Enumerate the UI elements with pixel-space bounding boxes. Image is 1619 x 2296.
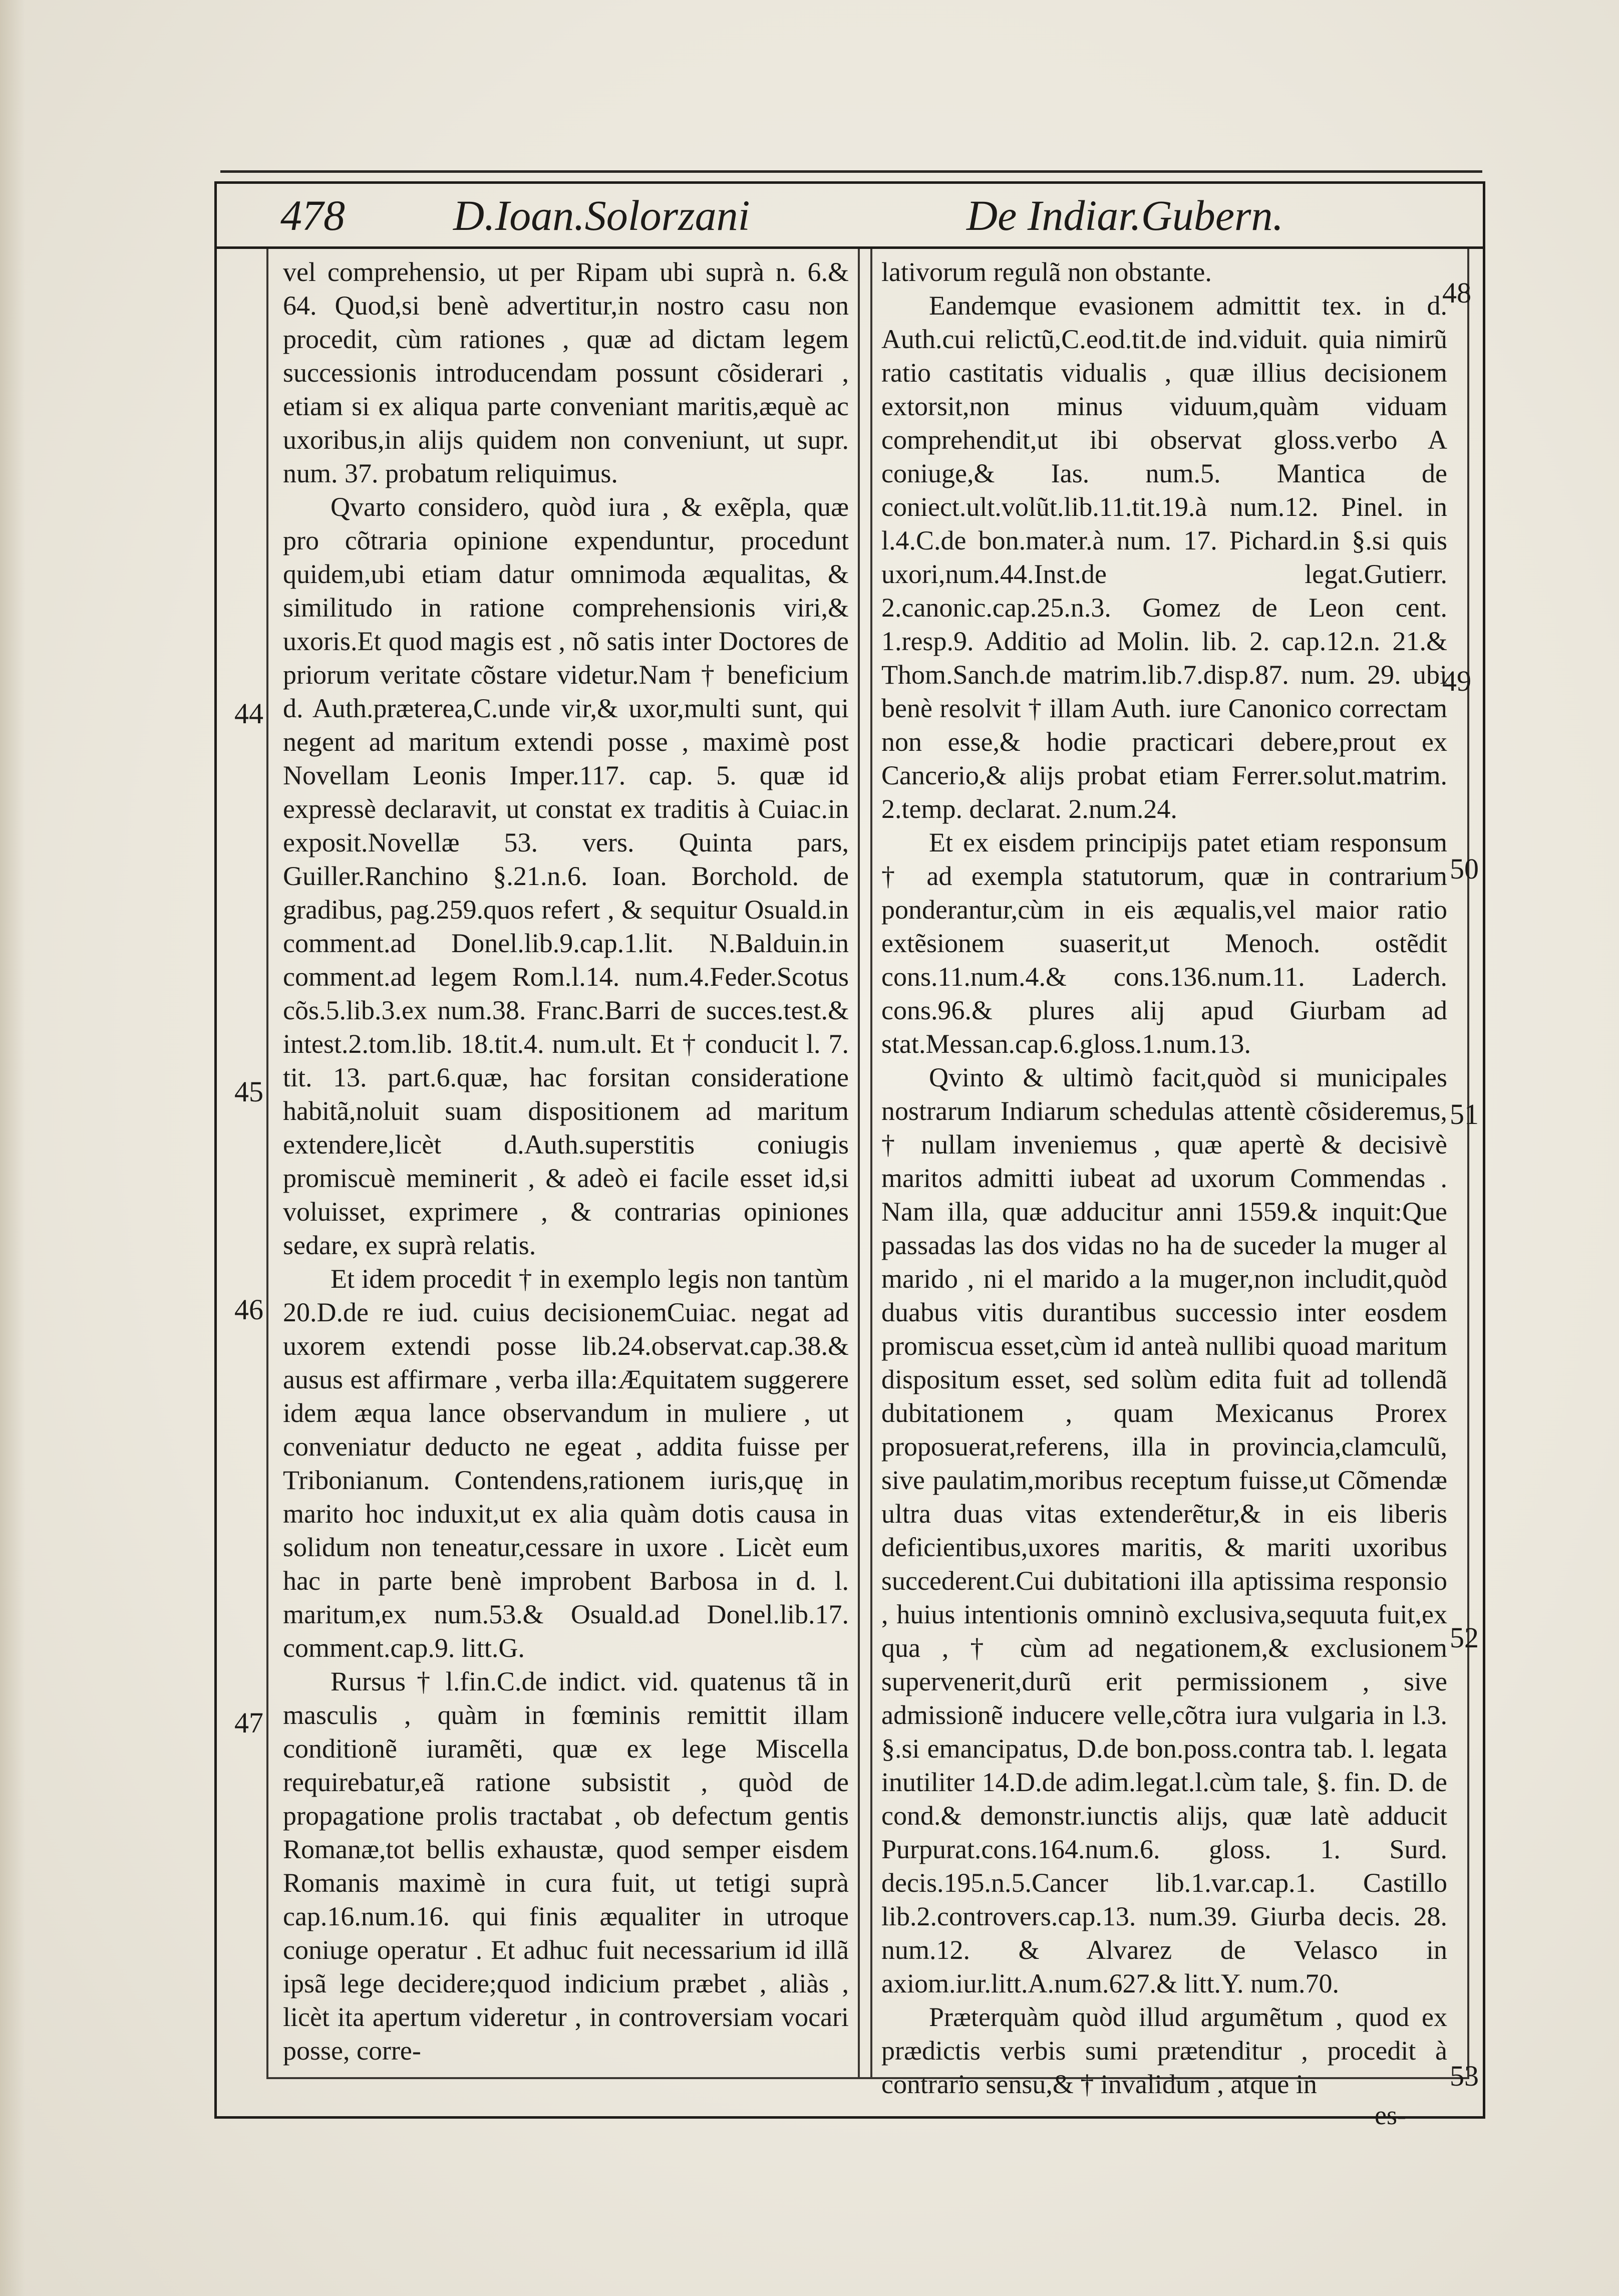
paragraph: Rursus † l.fin.C.de indict. vid. quatenus tã in masculis , quàm in fœminis remittit illam conditionẽ iuramẽti, quæ ex lege Miscella requirebatur,eã ratione subsistit , quòd de propagatione prolis tractabat , ob defectum gentis Romanæ,tot bellis exhaustæ, quod semper eisdem Romanis maximè in cura fuit, ut tetigi suprà cap.16.num.16. qui finis æqualiter in utroque coniuge operatur . Et adhuc fuit necessarium id illã ipsã lege decidere;quod indicium præbet , aliàs , licèt ita apertum videretur , in controversiam vocari posse, corre-: [283, 1666, 849, 2066]
paragraph: lativorum regulã non obstante.: [881, 257, 1212, 287]
margin-number-45: 45: [234, 1075, 263, 1108]
margin-number-47: 47: [234, 1706, 263, 1739]
margin-number-46: 46: [234, 1293, 263, 1326]
header-rule: [214, 246, 1485, 249]
right-column: [881, 255, 1447, 2099]
paragraph: Et idem procedit † in exemplo legis non tantùm 20.D.de re iud. cuius decisionemCuiac. negat ad uxorem extendi posse lib.24.observat.cap.38.& ausus est affirmare , verba illa:Æquitatem suggerere idem æqua lance observandum in muliere , ut conveniatur deducto ne egeat , addita fuisse per Tribonianum. Contendens,rationem iuris,quę in marito hoc induxit,ut ex alia quàm dotis causa in solidum non teneatur,cessare in uxore . Licèt eum hac in parte benè improbent Barbosa in d. l. maritum,ex num.53.& Osuald.ad Donel.lib.17. comment.cap.9. litt.G.: [283, 1264, 849, 1663]
margin-number-51: 51: [1450, 1098, 1479, 1130]
paragraph: vel comprehensio, ut per Ripam ubi suprà n. 6.& 64. Quod,si benè advertitur,in nostro casu non procedit, cùm rationes , quæ ad dictam legem successionis introducendam possunt cõsiderari , etiam si ex aliqua parte conveniant maritis,æquè ac uxoribus,in alijs quidem non conveniunt, ut supr. num. 37. probatum reliquimus.: [283, 257, 849, 488]
paragraph: Eandemque evasionem admittit tex. in d. Auth.cui relictũ,C.eod.tit.de ind.viduit. quia nimirũ ratio castitatis vidualis , quæ illius decisionem extorsit,non minus viduum,quàm viduam comprehendit,ut ibi observat gloss.verbo A coniuge,& Ias. num.5. Mantica de coniect.ult.volũt.lib.11.tit.19.à num.12. Pinel. in l.4.C.de bon.mater.à num. 17. Pichard.in §.si quis uxori,num.44.Inst.de legat.Gutierr. 2.canonic.cap.25.n.3. Gomez de Leon cent. 1.resp.9. Additio ad Molin. lib. 2. cap.12.n. 21.& Thom.Sanch.de matrim.lib.7.disp.87. num. 29. ubi benè resolvit † illam Auth. iure Canonico correctam non esse,& hodie practicari debere,prout ex Cancerio,& alijs probat etiam Ferrer.solut.matrim. 2.temp. declarat. 2.num.24.: [881, 291, 1447, 824]
margin-number-53: 53: [1450, 2060, 1479, 2092]
catchword: es-: [1375, 2100, 1406, 2130]
margin-number-50: 50: [1450, 852, 1479, 885]
margin-number-49: 49: [1442, 665, 1471, 697]
right-column-rule-inner: [870, 249, 872, 2077]
paragraph: Præterquàm quòd illud argumẽtum , quod ex prædictis verbis sumi prætenditur , procedit à contrario sensu,& † invalidum , atque in: [881, 2002, 1447, 2099]
margin-number-44: 44: [234, 697, 263, 730]
page-number: 478: [280, 191, 345, 239]
margin-number-48: 48: [1442, 276, 1471, 309]
top-double-rule: [220, 170, 1482, 173]
left-column-rule-outer: [266, 249, 268, 2077]
paragraph: Et ex eisdem principijs patet etiam responsum † ad exempla statutorum, quæ in contrarium ponderantur,cùm in eis æqualis,vel maior ratio extẽsionem suaserit,ut Menoch. ostẽdit cons.11.num.4.& cons.136.num.11. Laderch. cons.96.& plures alij apud Giurbam ad stat.Messan.cap.6.gloss.1.num.13.: [881, 827, 1447, 1059]
left-column-rule-inner: [858, 249, 860, 2077]
left-column: [283, 255, 849, 2069]
running-head-title: De Indiar.Gubern.: [966, 191, 1283, 239]
right-column-rule-outer: [1467, 249, 1469, 2077]
margin-number-52: 52: [1450, 1621, 1479, 1654]
paragraph: Qvinto & ultimò facit,quòd si municipales nostrarum Indiarum schedulas attentè cõsideremus, † nullam inveniemus , quæ apertè & decisivè maritos admitti iubeat ad uxorum Commendas . Nam illa, quæ adducitur anni 1559.& inquit:Que passadas las dos vidas no ha de suceder la muger al marido , ni el marido a la muger,non includit,quòd duabus vitis durantibus successio inter eosdem promiscua esset,cùm id anteà nullibi quoad maritum dispositum esset, sed solùm edita fuit ad tollendã dubitationem , quam Mexicanus Prorex proposuerat,referens, illa in provincia,clamculũ, sive paulatim,moribus receptum fuisse,ut Cõmendæ ultra duas vitas extenderẽtur,& in eis liberis deficientibus,uxores maritis, & mariti uxoribus succederent.Cui dubitationi illa aptissima responsio , huius intentionis omninò exclusiva,sequuta fuit,ex qua , † cùm ad negationem,& exclusionem supervenerit,durũ erit permissionem , sive admissionẽ inducere velle,cõtra iura vulgaria in l.3. §.si emancipatus, D.de bon.poss.contra tab. l. legata inutiliter 14.D.de adim.legat.l.cùm tale, §. fin. D. de cond.& demonstr.iunctis alijs, quæ latè adducit Purpurat.cons.164.num.6. gloss. 1. Surd. decis.195.n.5.Cancer lib.1.var.cap.1. Castillo lib.2.controvers.cap.13. num.39. Giurba decis. 28. num.12. & Alvarez de Velasco in axiom.iur.litt.A.num.627.& litt.Y. num.70.: [881, 1062, 1447, 1998]
paragraph: Qvarto considero, quòd iura , & exẽpla, quæ pro cõtraria opinione expenduntur, procedunt quidem,ubi etiam datur omnimoda æqualitas, & similitudo in ratione comprehensionis viri,& uxoris.Et quod magis est , nõ satis inter Doctores de priorum veritate cõstare videtur.Nam † beneficium d. Auth.præterea,C.unde vir,& uxor,multi sunt, qui negent ad maritum extendi posse , maximè post Novellam Leonis Imper.117. cap. 5. quæ id expressè declaravit, ut constat ex traditis à Cuiac.in exposit.Novellæ 53. vers. Quinta pars, Guiller.Ranchino §.21.n.6. Ioan. Borchold. de gradibus, pag.259.quos refert , & sequitur Osuald.in comment.ad Donel.lib.9.cap.1.lit. N.Balduin.in comment.ad legem Rom.l.14. num.4.Feder.Scotus cõs.5.lib.3.ex num.38. Franc.Barri de succes.test.& intest.2.tom.lib. 18.tit.4. num.ult. Et † conducit l. 7. tit. 13. part.6.quæ, hac forsitan consideratione habitã,noluit suam dispositionem ad maritum extendere,licèt d.Auth.superstitis coniugis promiscuè meminerit , & adeò ei facile esset id,si voluisset, exprimere , & contrarias opiniones sedare, ex suprà relatis.: [283, 492, 849, 1260]
running-head-author: D.Ioan.Solorzani: [453, 191, 750, 239]
